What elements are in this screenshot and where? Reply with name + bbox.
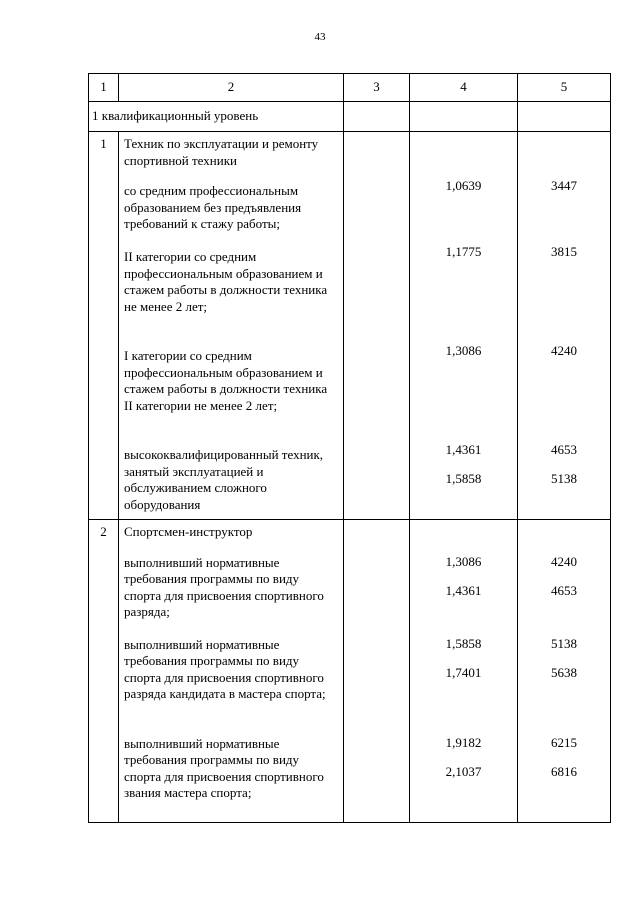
coefficient-value: 1,5858	[445, 470, 482, 486]
coefficient-value: 1,3086	[445, 343, 482, 358]
empty-cell	[344, 132, 410, 520]
salary-value: 5638	[551, 664, 577, 680]
coefficient-value: 1,0639	[445, 178, 482, 193]
coefficient-value: 2,1037	[445, 763, 482, 779]
header-cell: 4	[410, 74, 518, 102]
salary-value: 3447	[551, 178, 577, 193]
position-description: I категории со средним профессиональным образованием и стажем работы в должности техника II категории не менее 2 лет;	[124, 348, 328, 413]
empty-cell	[344, 102, 410, 132]
coefficient-value: 1,9182	[445, 735, 482, 750]
salary-cell	[518, 520, 611, 823]
salary-cell	[518, 132, 611, 520]
salary-group	[518, 636, 610, 735]
position-cell	[119, 132, 344, 520]
coefficient-cell	[410, 132, 518, 520]
page-number: 43	[314, 31, 326, 43]
salary-group	[518, 735, 610, 780]
header-cell: 5	[518, 74, 611, 102]
header-cell: 2	[119, 74, 344, 102]
salary-value: 6816	[551, 763, 577, 779]
coefficient-value: 1,3086	[445, 554, 482, 569]
coefficient-value: 1,7401	[445, 664, 482, 680]
salary-group	[518, 178, 610, 244]
header-cell: 3	[344, 74, 410, 102]
position-description: выполнивший нормативные требования программы по виду спорта для присвоения спортивного разряда кандидата в мастера спорта;	[124, 636, 326, 701]
salary-value: 4240	[551, 554, 577, 569]
coefficient-group	[410, 554, 517, 636]
header-cell: 1	[89, 74, 119, 102]
qualification-level-cell	[89, 102, 344, 132]
coefficient-value: 1,5858	[445, 636, 482, 651]
coefficient-value: 1,1775	[445, 244, 482, 259]
salary-value: 4653	[551, 442, 577, 457]
header-row	[89, 74, 611, 102]
position-description: со средним профессиональным образованием без предъявления требований к стажу работы;	[124, 183, 302, 231]
salary-group	[518, 554, 610, 636]
position-title: Техник по эксплуатации и ремонту спортивной техники	[124, 136, 319, 168]
empty-cell	[344, 520, 410, 823]
empty-cell	[410, 102, 518, 132]
salary-value: 5138	[551, 636, 577, 651]
salary-table	[88, 73, 611, 823]
qualification-level-label: 1 квалификационный уровень	[92, 108, 259, 124]
coefficient-group	[410, 442, 517, 487]
position-description: выполнивший нормативные требования программы по виду спорта для присвоения спортивного разряда;	[124, 554, 324, 619]
salary-value: 5138	[551, 470, 577, 486]
group-number: 2	[89, 520, 119, 823]
position-cell	[119, 520, 344, 823]
coefficient-group	[410, 244, 517, 343]
salary-group	[518, 343, 610, 442]
qualification-level-row	[89, 102, 611, 132]
salary-group	[518, 244, 610, 343]
position-description: выполнивший нормативные требования программы по виду спорта для присвоения спортивного звания мастера спорта;	[124, 735, 324, 800]
empty-cell	[518, 102, 611, 132]
group-number: 1	[89, 132, 119, 520]
coefficient-group	[410, 636, 517, 735]
position-description: высококвалифицированный техник, занятый эксплуатацией и обслуживанием сложного оборудования	[124, 447, 324, 512]
salary-value: 4240	[551, 343, 577, 358]
group-row	[89, 132, 611, 520]
coefficient-value: 1,4361	[445, 582, 482, 598]
position-title: Спортсмен-инструктор	[124, 524, 253, 539]
coefficient-group	[410, 735, 517, 780]
salary-value: 6215	[551, 735, 577, 750]
salary-value: 4653	[551, 582, 577, 598]
coefficient-group	[410, 343, 517, 442]
salary-group	[518, 442, 610, 487]
group-row	[89, 520, 611, 823]
position-description: II категории со средним профессиональным образованием и стажем работы в должности техника не менее 2 лет;	[124, 249, 328, 314]
coefficient-cell	[410, 520, 518, 823]
salary-value: 3815	[551, 244, 577, 259]
coefficient-group	[410, 178, 517, 244]
coefficient-value: 1,4361	[445, 442, 482, 457]
